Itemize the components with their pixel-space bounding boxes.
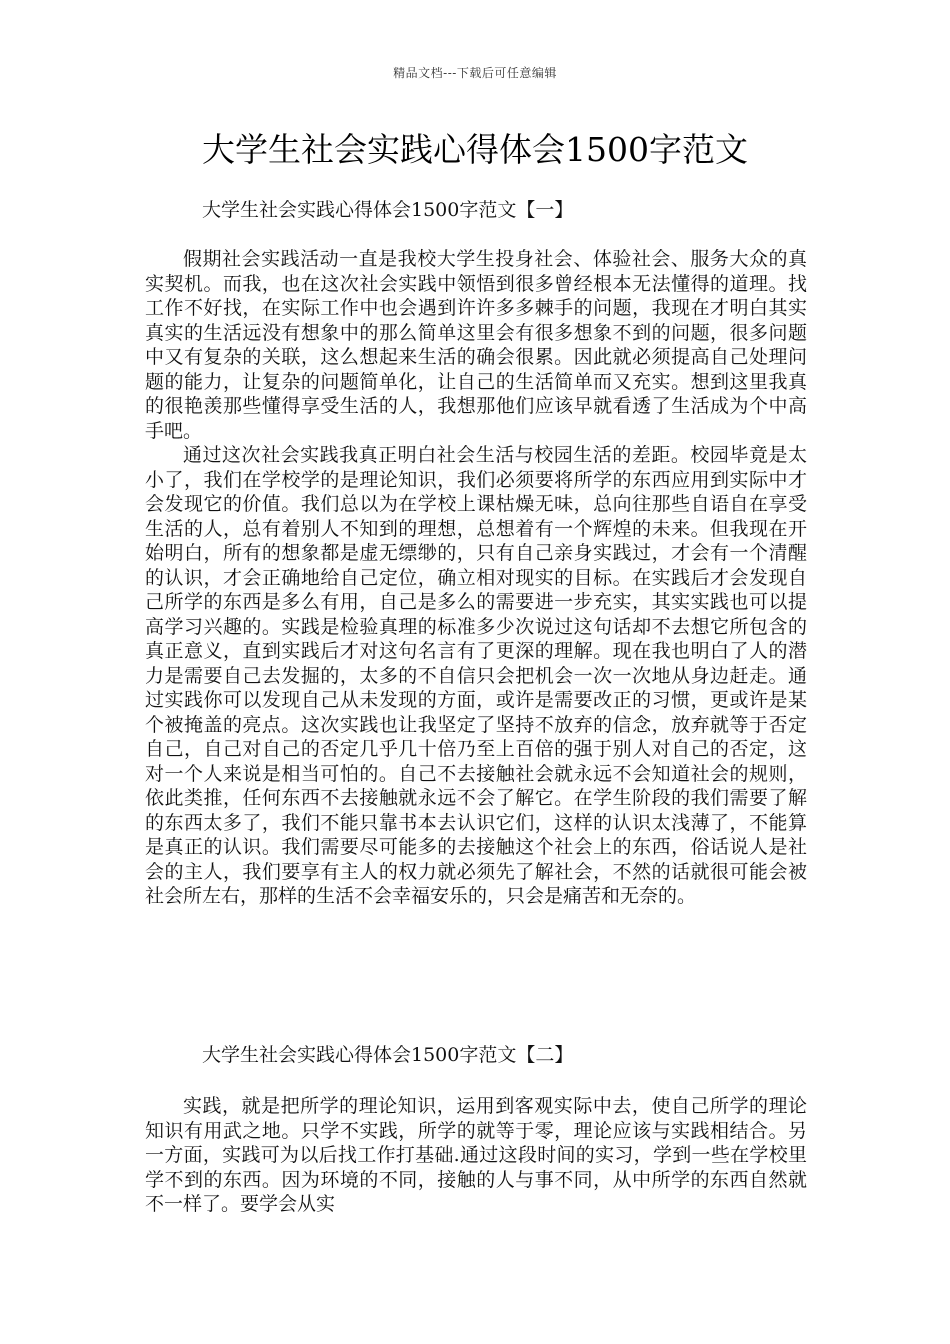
paragraph: 假期社会实践活动一直是我校大学生投身社会、体验社会、服务大众的真实契机。而我，也在这次社会实践中领悟到很多曾经根本无法懂得的道理。找工作不好找，在实际工作中也会遇到许许多多棘手的问题，我现在才明白其实真实的生活远没有想象中的那么简单这里会有很多想象不到的问题，很多问题中又有复杂的关联，这么想起来生活的确会很累。因此就必须提高自己处理问题的能力，让复杂的问题简单化，让自己的生活简单而又充实。想到这里我真的很艳羡那些懂得享受生活的人，我想那他们应该早就看透了生活成为个中高手吧。 [145,248,807,442]
section-body-2 [145,1094,807,1217]
paragraph: 实践，就是把所学的理论知识，运用到客观实际中去，使自己所学的理论知识有用武之地。只学不实践，所学的就等于零，理论应该与实践相结合。另一方面，实践可为以后找工作打基础.通过这段时间的实习，学到一些在学校里学不到的东西。因为环境的不同，接触的人与事不同，从中所学的东西自然就不一样了。要学会从实 [145,1095,807,1215]
section-body-1 [145,247,807,909]
header-note: 精品文档---下载后可任意编辑 [393,66,557,80]
section-heading-2: 大学生社会实践心得体会1500字范文【二】 [202,1044,574,1066]
section-heading-1: 大学生社会实践心得体会1500字范文【一】 [202,199,574,221]
paragraph: 通过这次社会实践我真正明白社会生活与校园生活的差距。校园毕竟是太小了，我们在学校学的是理论知识，我们必须要将所学的东西应用到实际中才会发现它的价值。我们总以为在学校上课枯燥无味，总向往那些自语自在享受生活的人，总有着别人不知到的理想，总想着有一个辉煌的未来。但我现在开始明白，所有的想象都是虚无缥缈的，只有自己亲身实践过，才会有一个清醒的认识，才会正确地给自己定位，确立相对现实的目标。在实践后才会发现自己所学的东西是多么有用，自己是多么的需要进一步充实，其实实践也可以提高学习兴趣的。实践是检验真理的标准多少次说过这句话却不去想它所包含的真正意义，直到实践后才对这句名言有了更深的理解。现在我也明白了人的潜力是需要自己去发掘的，太多的不自信只会把机会一次一次地从身边赶走。通过实践你可以发现自己从未发现的方面，或许是需要改正的习惯，更或许是某个被掩盖的亮点。这次实践也让我坚定了坚持不放弃的信念，放弃就等于否定自己，自己对自己的否定几乎几十倍乃至上百倍的强于别人对自己的否定，这对一个人来说是相当可怕的。自己不去接触社会就永远不会知道社会的规则，依此类推，任何东西不去接触就永远不会了解它。在学生阶段的我们需要了解的东西太多了，我们不能只靠书本去认识它们，这样的认识太浅薄了，不能算是真正的认识。我们需要尽可能多的去接触这个社会上的东西，俗话说人是社会的主人，我们要享有主人的权力就必须先了解社会，不然的话就很可能会被社会所左右，那样的生活不会幸福安乐的，只会是痛苦和无奈的。 [145,444,807,907]
document-title: 大学生社会实践心得体会1500字范文 [202,130,748,169]
